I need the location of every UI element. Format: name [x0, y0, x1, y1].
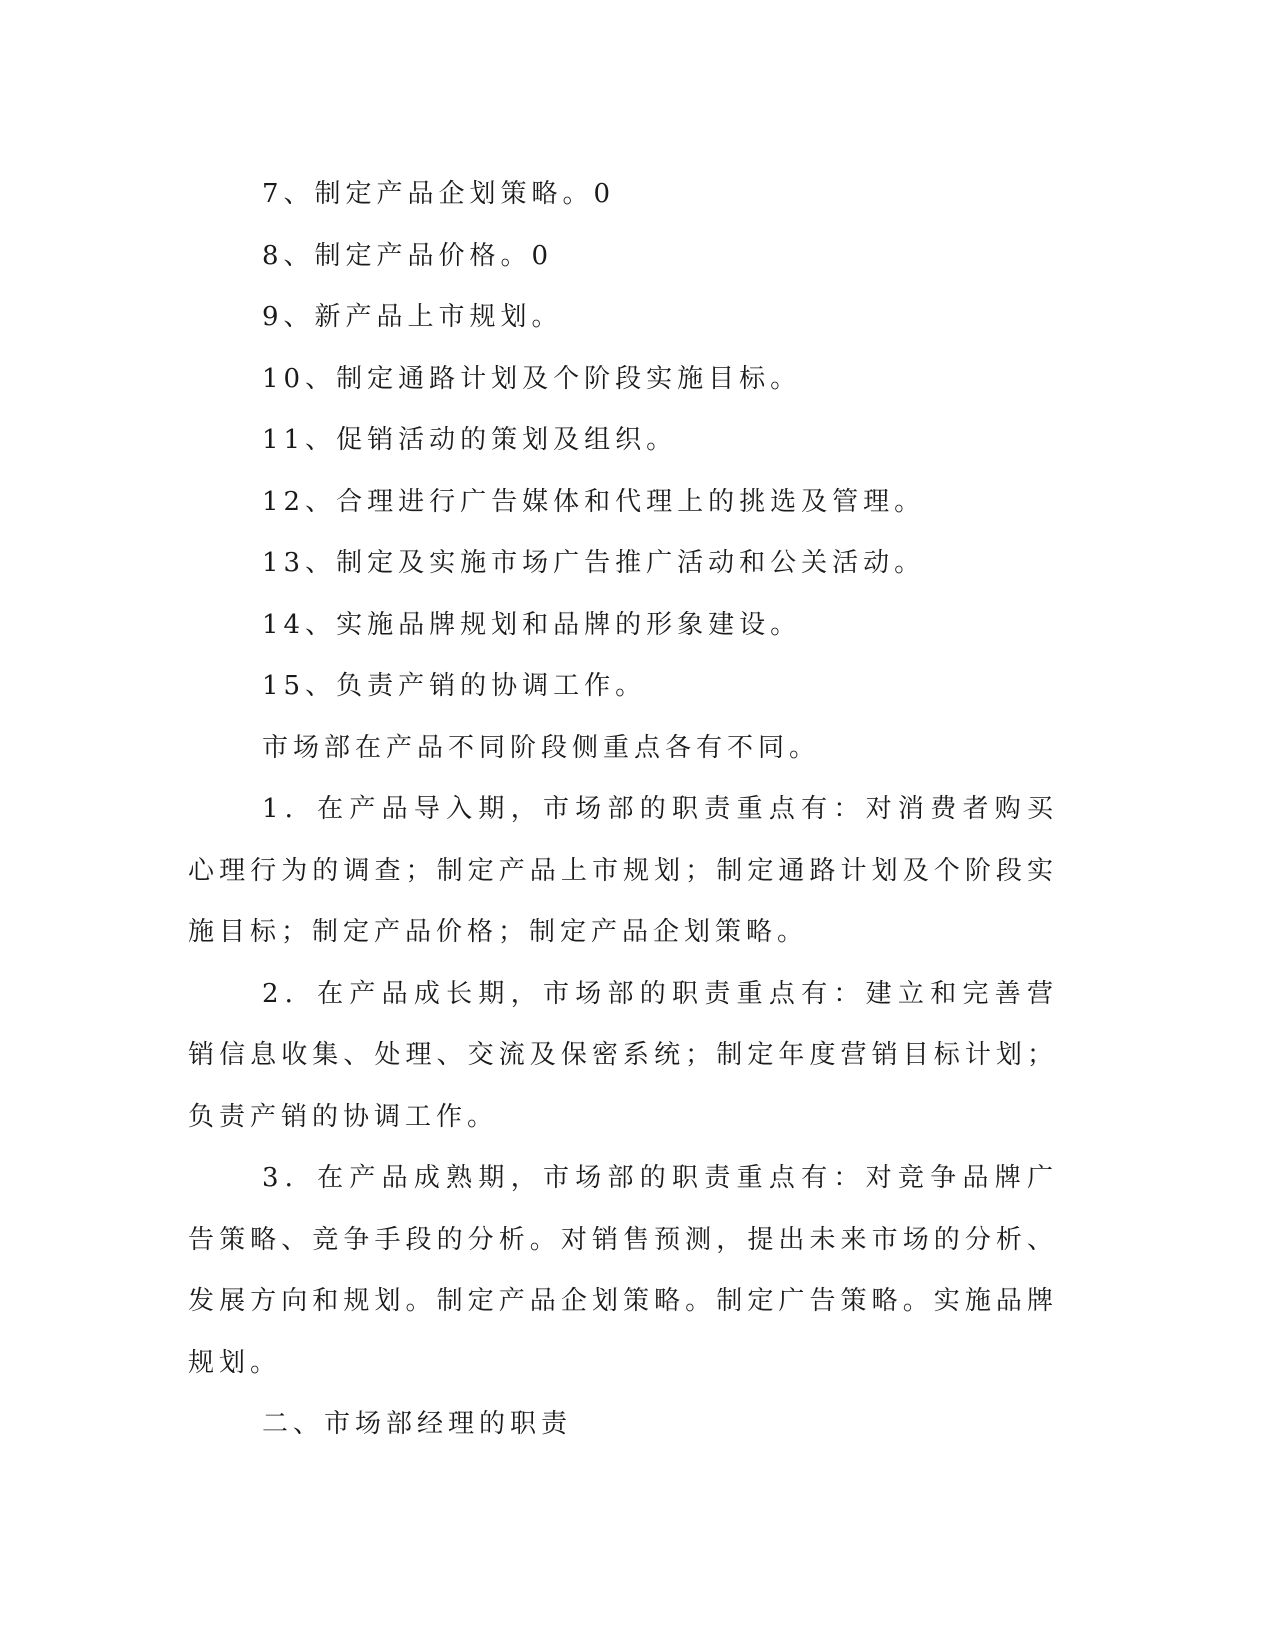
stage-paragraph-introduction: 1．在产品导入期，市场部的职责重点有：对消费者购买心理行为的调查；制定产品上市规划；制定通路计划及个阶段实施目标；制定产品价格；制定产品企划策略。 — [188, 794, 1058, 947]
list-item-7: 7、制定产品企划策略。0 — [262, 179, 616, 209]
list-item-8: 8、制定产品价格。0 — [262, 240, 554, 271]
section-heading: 二、市场部经理的职责 — [262, 1409, 573, 1439]
list-item-9: 9、新产品上市规划。 — [262, 302, 563, 332]
list-item-13: 13、制定及实施市场广告推广活动和公关活动。 — [262, 548, 926, 578]
stage-paragraph-maturity: 3．在产品成熟期，市场部的职责重点有：对竞争品牌广告策略、竞争手段的分析。对销售预测，提出未来市场的分析、发展方向和规划。制定产品企划策略。制定广告策略。实施品牌规划。 — [188, 1163, 1058, 1378]
list-item-15: 15、负责产销的协调工作。 — [262, 671, 647, 701]
document-body — [188, 164, 1058, 1456]
stage-paragraph-growth: 2．在产品成长期，市场部的职责重点有：建立和完善营销信息收集、处理、交流及保密系统；制定年度营销目标计划；负责产销的协调工作。 — [188, 978, 1058, 1132]
list-item-14: 14、实施品牌规划和品牌的形象建设。 — [262, 609, 802, 640]
list-item-12: 12、合理进行广告媒体和代理上的挑选及管理。 — [262, 486, 926, 517]
intro-paragraph: 市场部在产品不同阶段侧重点各有不同。 — [262, 732, 821, 763]
list-item-11: 11、促销活动的策划及组织。 — [262, 425, 678, 455]
list-item-10: 10、制定通路计划及个阶段实施目标。 — [262, 363, 802, 394]
